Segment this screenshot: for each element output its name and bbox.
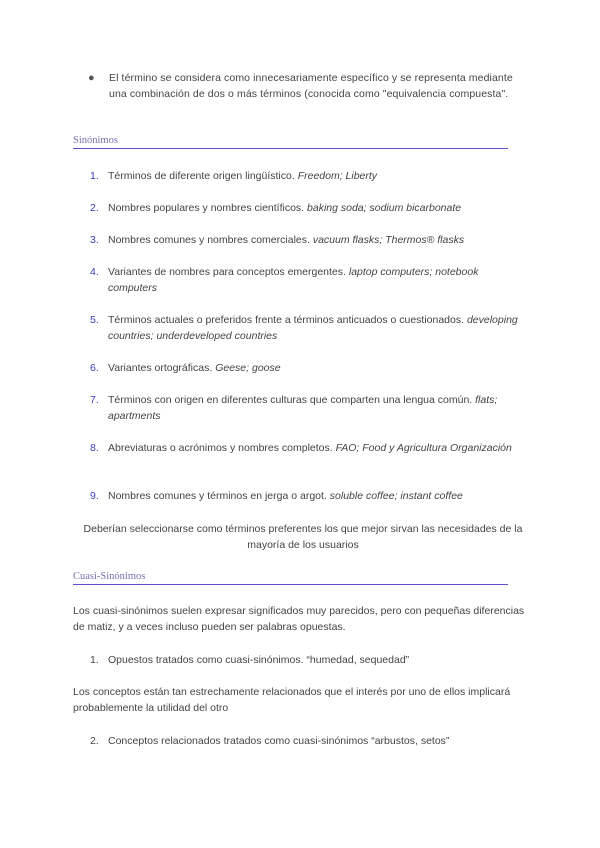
list-item xyxy=(90,200,520,216)
list-example: FAO; Food y Agricultura Organización xyxy=(335,442,512,454)
bullet-item xyxy=(90,70,530,102)
list-item xyxy=(90,312,520,344)
cuasi-intro-paragraph: Los cuasi-sinónimos suelen expresar significados muy parecidos, pero con pequeñas diferencias de matiz, y a veces incluso pueden ser palabras opuestas. xyxy=(73,605,525,633)
list-text: Variantes de nombres para conceptos emergentes. xyxy=(108,266,349,278)
list-example: Freedom; Liberty xyxy=(297,170,378,182)
bullet-dot-icon: ● xyxy=(88,72,95,84)
list-item xyxy=(90,488,520,504)
list-text: Términos de diferente origen lingüístico. xyxy=(108,170,298,182)
list-number: 1. xyxy=(90,170,99,182)
list-number: 5. xyxy=(90,314,99,326)
list-example: baking soda; sodium bicarbonate xyxy=(307,202,462,214)
list-number: 6. xyxy=(90,362,99,374)
list-text: Nombres populares y nombres científicos. xyxy=(108,202,308,214)
list-example: vacuum flasks; Thermos® flasks xyxy=(312,234,465,246)
list-text: Abreviaturas o acrónimos y nombres completos. xyxy=(108,442,336,454)
list-item xyxy=(90,652,520,668)
list-example: developing countries; underdeveloped countries xyxy=(108,314,518,342)
list-number: 8. xyxy=(90,442,99,454)
list-number: 9. xyxy=(90,490,99,502)
list-text: Términos con origen en diferentes culturas que comparten una lengua común. xyxy=(108,394,476,406)
center-note: Deberían seleccionarse como términos preferentes los que mejor sirvan las necesidades de la mayoría de los usuarios xyxy=(83,523,523,551)
list-item xyxy=(90,232,520,248)
list-number: 2. xyxy=(90,735,99,747)
list-text: Opuestos tratados como cuasi-sinónimos. “humedad, sequedad” xyxy=(108,654,410,666)
list-example: laptop computers; notebook computers xyxy=(108,266,479,294)
list-item xyxy=(90,168,520,184)
bullet-text: El término se considera como innecesariamente específico y se representa mediante una combinación de dos o más términos (conocida como "equivalencia compuesta". xyxy=(109,72,513,100)
list-text: Términos actuales o preferidos frente a términos anticuados o cuestionados. xyxy=(108,314,467,326)
list-item xyxy=(90,733,520,749)
cuasi-second-paragraph: Los conceptos están tan estrechamente relacionados que el interés por uno de ellos implicará probablemente la utilidad del otro xyxy=(73,686,511,714)
list-text: Conceptos relacionados tratados como cuasi-sinónimos “arbustos, setos” xyxy=(108,735,450,747)
list-example: Geese; goose xyxy=(215,362,281,374)
list-item xyxy=(90,360,520,376)
list-example: flats; apartments xyxy=(108,394,498,422)
list-number: 3. xyxy=(90,234,99,246)
list-number: 4. xyxy=(90,266,99,278)
section-heading-sinonimos: Sinónimos xyxy=(73,134,508,149)
list-number: 7. xyxy=(90,394,99,406)
list-text: Variantes ortográficas. xyxy=(108,362,216,374)
list-item xyxy=(90,392,520,424)
list-item xyxy=(90,440,520,456)
list-example: soluble coffee; instant coffee xyxy=(329,490,463,502)
list-number: 2. xyxy=(90,202,99,214)
list-number: 1. xyxy=(90,654,99,666)
list-text: Nombres comunes y términos en jerga o argot. xyxy=(108,490,330,502)
list-item xyxy=(90,264,520,296)
section-heading-cuasi-sinonimos: Cuasi-Sinónimos xyxy=(73,570,508,585)
list-text: Nombres comunes y nombres comerciales. xyxy=(108,234,313,246)
